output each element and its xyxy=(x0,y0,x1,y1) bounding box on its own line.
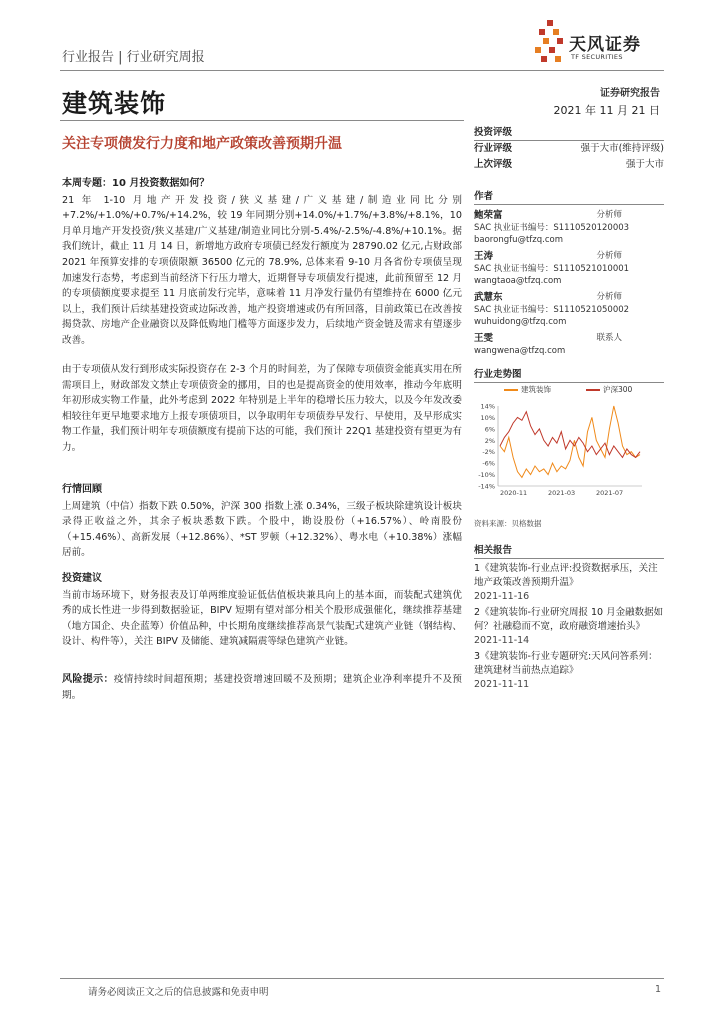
related-date: 2021-11-11 xyxy=(474,679,530,690)
author-entry xyxy=(474,209,664,246)
rating-row xyxy=(474,157,664,173)
author-role: 分析师 xyxy=(596,292,622,302)
author-role: 分析师 xyxy=(596,251,622,261)
section-market-review xyxy=(62,482,462,561)
page-number: 1 xyxy=(655,984,662,995)
related-heading: 相关报告 xyxy=(474,542,664,559)
x-tick-label: 2021-07 xyxy=(596,489,624,497)
rating-block xyxy=(474,124,664,173)
company-logo xyxy=(533,18,663,68)
related-block xyxy=(474,542,664,692)
section-special-topic xyxy=(62,176,462,349)
header-divider xyxy=(60,70,664,71)
y-tick-label: 14% xyxy=(480,402,495,411)
trend-chart-svg xyxy=(474,382,664,514)
y-tick-label: -6% xyxy=(482,459,495,468)
author-email[interactable]: baorongfu@tfzq.com xyxy=(474,235,564,245)
rating-heading: 投资评级 xyxy=(474,124,664,141)
footer-disclaimer: 请务必阅读正文之后的信息披露和免责申明 xyxy=(88,987,269,998)
trend-chart xyxy=(474,382,664,514)
author-entry xyxy=(474,250,664,287)
trend-heading: 行业走势图 xyxy=(474,366,664,383)
y-tick-label: -14% xyxy=(478,482,495,491)
logo-text: 天风证券 xyxy=(569,35,641,55)
report-title: 关注专项债发行力度和地产政策改善预期升温 xyxy=(62,136,342,152)
related-date: 2021-11-14 xyxy=(474,635,530,646)
author-entry xyxy=(474,332,664,357)
author-email[interactable]: wangwena@tfzq.com xyxy=(474,346,566,356)
trend-heading-block xyxy=(474,366,664,383)
related-date: 2021-11-16 xyxy=(474,591,530,602)
y-tick-label: 10% xyxy=(480,413,495,422)
y-tick-label: -10% xyxy=(478,471,495,480)
paragraph: 当前市场环境下，财务报表及订单两维度验证低估值板块兼具向上的基本面，而装配式建筑优秀的成长性进一步得到数据验证，BIPV 短期有望对部分相关个股形成强催化，继续推荐基建（地方国企、央企蓝筹）价值品种，中长期角度继续推荐高景气装配式建筑产业链（钢结构、设计、构件等），关注 BIPV 及储能、建筑减隔震等绿色建筑产业链。 xyxy=(62,589,462,648)
author-entry xyxy=(474,291,664,328)
legend-label: 沪深300 xyxy=(603,385,633,394)
related-title[interactable]: 1《建筑装饰-行业点评:投资数据承压，关注地产政策改善预期升温》 xyxy=(474,563,658,588)
legend-label: 建筑装饰 xyxy=(521,385,551,394)
paragraph: 21 年 1-10 月地产开发投资/狭义基建/广义基建/制造业同比分别+7.2%/+1.0%/+0.7%/+14.2%，较 19 年同期分别+14.0%/+1.7%/+3.8%/+8.1%，10 月单月地产开发投资/狭义基建/广义基建/制造业同比分别-5.4%/-2.5%/-4.8%/+10.1%。据我们统计，截止 11 月 14 日，新增地方政府专项债已经发行额度为 28790.02 亿元,占财政部 2021 年预算安排的专项债限额 36500 亿元的 78.9%, 总体来看 9-10 月各省份专项债呈现加速发行态势，考虑到当前经济下行压力增大，近期督导专项债发行提速，此前预留至 12 月的专项债额度要求提至 11 月底前发行完毕，意味着 11 月净发行量仍有望维持在 6000 亿元以上，我们预计后续基建投资或边际改善，地产投资增速或仍有所回落，目前政策已在改善按揭贷款、房地产企业融资以及降低购地门槛等方面逐步发力，后续地产资金链及需求有望逐步改善。 xyxy=(62,194,462,346)
y-tick-label: -2% xyxy=(482,448,495,457)
report-type: 行业报告 | 行业研究周报 xyxy=(62,50,205,65)
chart-source: 资料来源：贝格数据 xyxy=(474,519,542,528)
author-cert: SAC 执业证书编号：S1110521010001 xyxy=(474,264,630,274)
section-heading: 投资建议 xyxy=(62,573,102,584)
author-email[interactable]: wangtaoa@tfzq.com xyxy=(474,276,562,286)
authors-heading: 作者 xyxy=(474,188,664,205)
report-date: 2021 年 11 月 21 日 xyxy=(553,104,660,117)
paragraph: 由于专项债从发行到形成实际投资存在 2-3 个月的时间差，为了保障专项债资金能真实用在所需项目上，财政部发文禁止专项债资金的挪用，目的也是提高资金的使用效率，推动今年底明年初形成实物工作量，此外考虑到 2022 年特别是上半年的稳增长压力较大，以及今年发改委相较往年更早地要求地方上报专项债项目，以争取明年专项债券早发行、早使用，及早形成实物工作量，我们预计明年专项债额度有提前下达的可能，我们预计 22Q1 基建投资有望更为有力。 xyxy=(62,364,462,453)
rating-label: 行业评级 xyxy=(474,143,513,154)
rating-value: 强于大市 xyxy=(625,159,664,170)
author-role: 分析师 xyxy=(596,210,622,220)
authors-block xyxy=(474,188,664,357)
author-cert: SAC 执业证书编号：S1110520120003 xyxy=(474,223,630,233)
author-email[interactable]: wuhuidong@tfzq.com xyxy=(474,317,567,327)
section-special-topic-cont xyxy=(62,362,462,456)
author-name: 王涛 xyxy=(474,251,494,262)
author-cert: SAC 执业证书编号：S1110521050002 xyxy=(474,305,630,315)
industry-name: 建筑装饰 xyxy=(62,89,167,118)
author-role: 联系人 xyxy=(596,333,622,343)
logo-text-en: TF SECURITIES xyxy=(571,53,623,61)
rating-value: 强于大市(维持评级) xyxy=(580,143,664,154)
related-title[interactable]: 2《建筑装饰-行业研究周报 10 月金融数据如何？社融稳而不宽，政府融资增速抬头》 xyxy=(474,607,664,632)
report-label: 证券研究报告 xyxy=(600,88,660,99)
footer-divider xyxy=(60,978,664,979)
paragraph: 上周建筑（中信）指数下跌 0.50%，沪深 300 指数上涨 0.34%，三级子板块除建筑设计板块录得正收益之外，其余子板块悉数下跌。个股中，勘设股份（+16.57%）、岭南股份（+15.46%）、高新发展（+12.86%）、*ST 罗顿（+12.32%）、粤水电（+10.38%）涨幅居前。 xyxy=(62,500,462,559)
author-name: 武慧东 xyxy=(474,292,503,303)
logo-mark-icon xyxy=(533,18,569,64)
y-tick-label: 2% xyxy=(484,436,495,445)
related-item[interactable] xyxy=(474,650,664,692)
x-tick-label: 2021-03 xyxy=(548,489,576,497)
paragraph: 疫情持续时间超预期；基建投资增速回暖不及预期；建筑企业净利率提升不及预期。 xyxy=(62,674,463,701)
rating-row xyxy=(474,141,664,157)
author-name: 鲍荣富 xyxy=(474,210,503,221)
series-line-csi300 xyxy=(500,412,640,458)
section-investment-advice xyxy=(62,571,462,650)
section-heading: 行情回顾 xyxy=(62,484,102,495)
section-heading: 风险提示： xyxy=(62,674,114,685)
related-title[interactable]: 3《建筑装饰-行业专题研究:天风问答系列：建筑建材当前热点追踪》 xyxy=(474,651,658,676)
author-name: 王雯 xyxy=(474,333,494,344)
industry-divider xyxy=(60,120,464,121)
x-tick-label: 2020-11 xyxy=(500,489,528,497)
section-risk xyxy=(62,672,462,703)
related-item[interactable] xyxy=(474,606,664,648)
rating-label: 上次评级 xyxy=(474,159,513,170)
series-line-construction xyxy=(500,406,640,477)
related-item[interactable] xyxy=(474,562,664,604)
section-heading: 本周专题：10 月投资数据如何？ xyxy=(62,178,210,189)
y-tick-label: 6% xyxy=(484,425,495,434)
